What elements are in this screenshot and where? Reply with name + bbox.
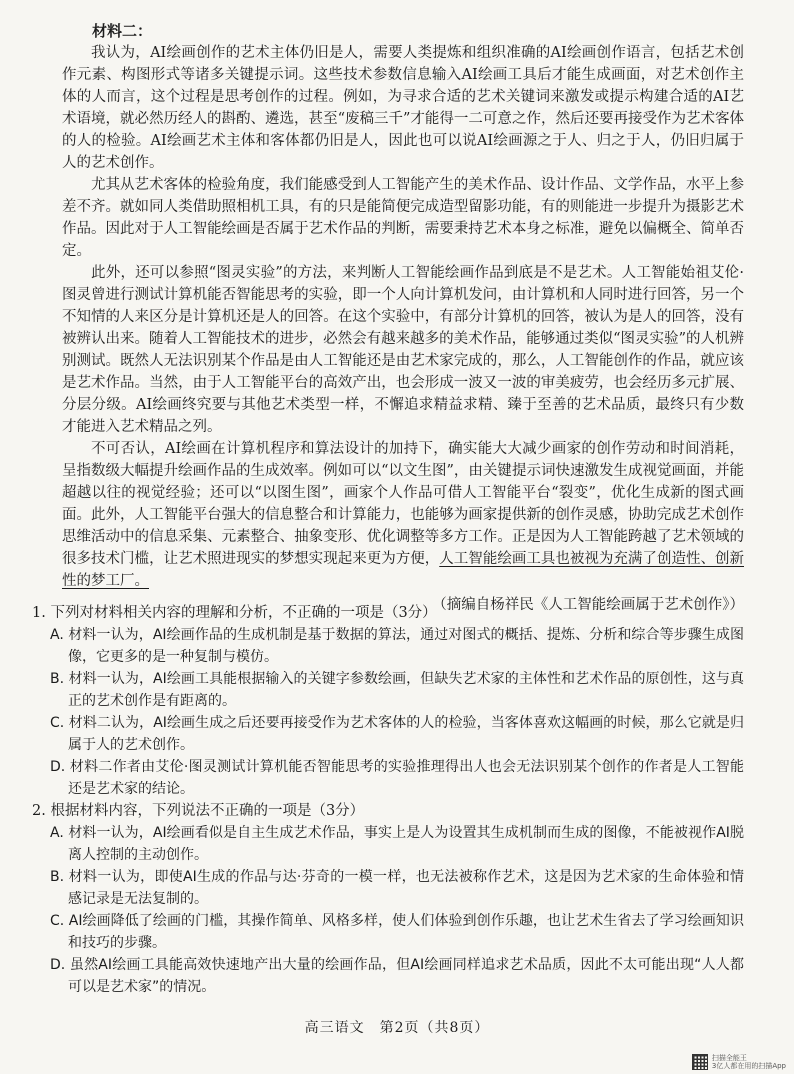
question-1 xyxy=(32,602,744,800)
article-paragraph-2: 尤其从艺术客体的检验角度，我们能感受到人工智能产生的美术作品、设计作品、文学作品，水平上参差不齐。就如同人类借助照相机工具，有的只是能简便完成造型留影功能，有的则能进一步提升为摄影艺术作品。因此对于人工智能绘画是否属于艺术作品的判断，需要秉持艺术本身之标准，避免以偏概全、简单否定。 xyxy=(62,177,744,259)
qr-code-icon xyxy=(692,1054,708,1070)
option-b: B. 材料一认为，即使AI生成的作品与达·芬奇的一模一样，也无法被称作艺术，这是因为艺术家的生命体验和情感记录是无法复制的。 xyxy=(50,869,744,907)
article-paragraph-4-text: 不可否认，AI绘画在计算机程序和算法设计的加持下，确实能大大减少画家的创作劳动和时间消耗，呈指数级大幅提升绘画作品的生成效率。例如可以“以文生图”，由关键提示词快速激发生成视觉画面，并能超越以往的视觉经验；还可以“以图生图”，画家个人作品可借人工智能平台“裂变”，优化生成新的图式画面。此外，人工智能平台强大的信息整合和计算能力，也能够为画家提供新的创作灵感，协助完成艺术创作思维活动中的信息采集、元素整合、抽象变形、优化调整等多方工作。正是因为人工智能跨越了艺术领域的很多技术门槛，让艺术照进现实的梦想实现起来更为方便， xyxy=(62,441,744,567)
question-stem: 1. 下列对材料相关内容的理解和分析，不正确的一项是（3分） xyxy=(32,605,437,621)
option-a: A. 材料一认为，AI绘画看似是自主生成艺术作品，事实上是人为设置其生成机制而生成的图像，不能被视作AI脱离人控制的主动创作。 xyxy=(50,825,744,863)
article-paragraph-4 xyxy=(62,438,744,592)
question-stem: 2. 根据材料内容，下列说法不正确的一项是（3分） xyxy=(32,803,365,819)
option-c: C. 材料二认为，AI绘画生成之后还要再接受作为艺术客体的人的检验，当客体喜欢这幅画的时候，那么它就是归属于人的艺术创作。 xyxy=(50,715,744,753)
question-2 xyxy=(32,800,744,998)
option-d: D. 虽然AI绘画工具能高效快速地产出大量的绘画作品，但AI绘画同样追求艺术品质，因此不太可能出现“人人都可以是艺术家”的情况。 xyxy=(50,957,744,995)
watermark-text xyxy=(712,1054,786,1070)
option-d: D. 材料二作者由艾伦·图灵测试计算机能否智能思考的实验推理得出人也会无法识别某个创作的作者是人工智能还是艺术家的结论。 xyxy=(50,759,744,797)
option-a: A. 材料一认为，AI绘画作品的生成机制是基于数据的算法，通过对图式的概括、提炼、分析和综合等步骤生成图像，它更多的是一种复制与模仿。 xyxy=(50,627,744,665)
material-two-article xyxy=(62,20,744,616)
article-paragraph-3: 此外，还可以参照“图灵实验”的方法，来判断人工智能绘画作品到底是不是艺术。人工智能始祖艾伦·图灵曾进行测试计算机能否智能思考的实验，即一个人向计算机发问，由计算机和人同时进行回答，另一个不知情的人来区分是计算机还是人的回答。在这个实验中，有部分计算机的回答，被认为是人的回答，没有被辨认出来。随着人工智能技术的进步，必然会有越来越多的美术作品，能够通过类似“图灵实验”的人机辨别测试。既然人无法识别某个作品是由人工智能还是由艺术家完成的，那么，人工智能创作的作品，就应该是艺术作品。当然，由于人工智能平台的高效产出，也会形成一波又一波的审美疲劳，也会经历多元扩展、分层分级。AI绘画终究要与其他艺术类型一样，不懈追求精益求精、臻于至善的艺术品质，最终只有少数才能进入艺术精品之列。 xyxy=(62,265,744,435)
option-b: B. 材料一认为，AI绘画工具能根据输入的关键字参数绘画，但缺失艺术家的主体性和艺术作品的原创性，这与真正的艺术创作是有距离的。 xyxy=(50,671,744,709)
scanner-watermark xyxy=(692,1054,786,1070)
option-c: C. AI绘画降低了绘画的门槛，其操作简单、风格多样，使人们体验到创作乐趣，也让艺术生省去了学习绘画知识和技巧的步骤。 xyxy=(50,913,744,951)
page-footer: 高三语文 第2页（共8页） xyxy=(304,1020,490,1036)
article-source: （摘编自杨祥民《人工智能绘画属于艺术创作》） xyxy=(432,597,744,613)
underlined-sentence: 人工智能绘画工具也被视为充满了创造性、创新性的梦工厂。 xyxy=(62,551,744,589)
watermark-line-1: 扫描全能王 xyxy=(711,1054,747,1062)
watermark-line-2: 3亿人都在用的扫描App xyxy=(711,1062,786,1070)
material-heading: 材料二： xyxy=(92,22,153,40)
article-paragraph-1: 我认为，AI绘画创作的艺术主体仍旧是人，需要人类提炼和组织准确的AI绘画创作语言，包括艺术创作元素、构图形式等诸多关键提示词。这些技术参数信息输入AI绘画工具后才能生成画面，对艺术创作主体的人而言，这个过程是思考创作的过程。例如，为寻求合适的艺术关键词来激发或提示构建合适的AI艺术语境，就必然历经人的斟酌、遴选，甚至“废稿三千”才能得一二可意之作，然后还要再接受作为艺术客体的人的检验。AI绘画艺术主体和客体都仍旧是人，因此也可以说AI绘画源之于人、归之于人，仍旧归属于人的艺术创作。 xyxy=(62,45,744,171)
questions-section xyxy=(32,602,744,998)
